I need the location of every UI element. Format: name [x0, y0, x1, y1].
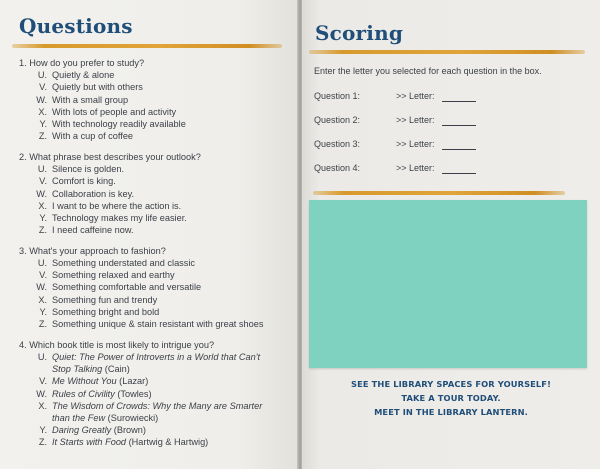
- letter-label: >> Letter:: [396, 163, 435, 173]
- question-label: Question 3:: [314, 139, 361, 149]
- option-w: W. Rules of Civility (Towles): [36, 388, 152, 399]
- heading-underline: [309, 50, 585, 54]
- question-2: [19, 151, 295, 236]
- option-v: V. Comfort is king.: [39, 176, 116, 187]
- scoring-heading: Scoring: [315, 21, 404, 45]
- question-label: Question 1:: [314, 91, 361, 101]
- book-title: Daring Greatly: [52, 425, 112, 436]
- scoring-instructions: Enter the letter you selected for each question in the box.: [314, 66, 542, 76]
- option-y: Y. Daring Greatly (Brown): [39, 425, 146, 436]
- option-w: W. Something comfortable and versatile: [36, 282, 202, 293]
- option-z: Z. With a cup of coffee: [38, 131, 134, 142]
- option-v: V. Quietly but with others: [39, 82, 143, 93]
- book-title: Quiet: The Power of Introverts in a World that Can't: [52, 351, 261, 362]
- option-z: Z. Something unique & stain resistant with great shoes: [38, 319, 264, 330]
- option-y: Y. Technology makes my life easier.: [39, 212, 187, 223]
- book-title: Stop Talking: [52, 364, 103, 375]
- option-w: W. Collaboration is key.: [36, 188, 135, 199]
- option-u-continued: [19, 363, 295, 375]
- letter-label: >> Letter:: [396, 91, 435, 101]
- book-author: (Hartwig & Hartwig): [126, 437, 209, 448]
- book-author: (Towles): [114, 388, 152, 399]
- question-1: [19, 57, 295, 142]
- left-page: [0, 0, 298, 469]
- option-v: V. Me Without You (Lazar): [39, 376, 149, 387]
- heading-underline: [12, 44, 282, 48]
- option-x: X. Something fun and trendy: [38, 294, 158, 305]
- question-text: 1. How do you prefer to study?: [19, 58, 145, 68]
- option-z: Z. I need caffeine now.: [38, 225, 134, 236]
- question-4: [19, 339, 295, 449]
- option-z: Z. It Starts with Food (Hartwig & Hartwig): [38, 437, 209, 448]
- letter-blank[interactable]: [442, 125, 476, 126]
- book-author: (Lazar): [116, 376, 149, 387]
- letter-blank[interactable]: [442, 149, 476, 150]
- option-u: U. Something understated and classic: [37, 258, 196, 269]
- option-u: U. Quietly & alone: [37, 70, 115, 81]
- letter-blank[interactable]: [442, 101, 476, 102]
- option-x: X. The Wisdom of Crowds: Why the Many are Smarter: [38, 400, 263, 411]
- question-text: 3. What's your approach to fashion?: [19, 245, 166, 256]
- book-author: (Surowiecki): [105, 412, 159, 423]
- sticky-note: [309, 200, 587, 368]
- letter-label: >> Letter:: [396, 139, 435, 149]
- letter-label: >> Letter:: [396, 115, 435, 125]
- book-title: The Wisdom of Crowds: Why the Many are Smarter: [52, 400, 263, 411]
- book-author: (Cain): [102, 364, 130, 375]
- option-v: V. Something relaxed and earthy: [39, 270, 175, 281]
- cta-line-2: TAKE A TOUR TODAY.: [401, 393, 501, 403]
- book-title: Me Without You: [52, 376, 117, 387]
- option-x: X. With lots of people and activity: [38, 106, 177, 117]
- question-3: [19, 245, 295, 330]
- option-y: Y. Something bright and bold: [39, 306, 160, 317]
- option-x-continued: [19, 412, 295, 424]
- option-y: Y. With technology readily available: [39, 119, 186, 130]
- questions-heading: Questions: [19, 14, 133, 38]
- question-text: 4. Which book title is most likely to intrigue you?: [19, 339, 215, 350]
- library-tour-callout: [312, 377, 590, 419]
- book-title: than the Few: [52, 412, 106, 423]
- option-u: U. Quiet: The Power of Introverts in a World that Can't: [37, 351, 261, 362]
- question-label: Question 4:: [314, 163, 361, 173]
- questions-list: [19, 57, 295, 457]
- question-label: Question 2:: [314, 115, 361, 125]
- question-text: 2. What phrase best describes your outlook?: [19, 151, 201, 162]
- option-x: X. I want to be where the action is.: [38, 200, 182, 211]
- section-divider: [313, 191, 565, 195]
- letter-blank[interactable]: [442, 173, 476, 174]
- book-title: It Starts with Food: [52, 437, 127, 448]
- book-author: (Brown): [111, 425, 146, 436]
- book-title: Rules of Civility: [52, 388, 115, 399]
- option-w: W. With a small group: [36, 94, 129, 105]
- option-u: U. Silence is golden.: [37, 164, 125, 175]
- cta-line-1: SEE THE LIBRARY SPACES FOR YOURSELF!: [351, 379, 551, 389]
- cta-line-3: MEET IN THE LIBRARY LANTERN.: [374, 407, 528, 417]
